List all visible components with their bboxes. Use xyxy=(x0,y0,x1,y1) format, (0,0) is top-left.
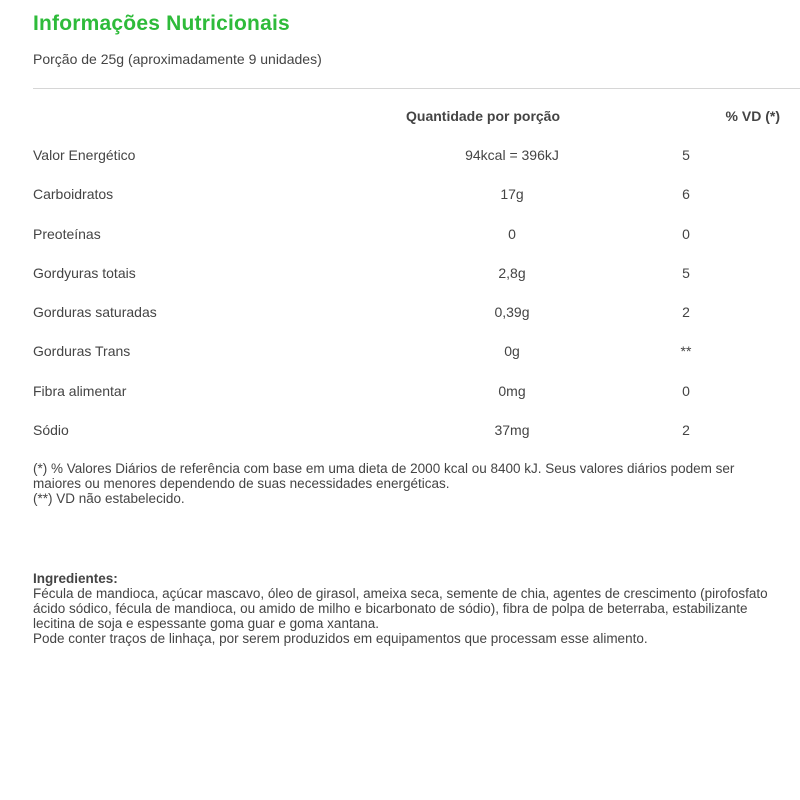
nutrient-quantity: 0,39g xyxy=(494,304,530,321)
nutrient-quantity: 0mg xyxy=(498,382,526,399)
ingredients-title: Ingredientes: xyxy=(33,571,118,586)
nutrient-name: Sódio xyxy=(33,422,69,439)
allergen-warning: Pode conter traços de linhaça, por serem produzidos em equipamentos que processam esse alimento. xyxy=(33,631,648,646)
nutrient-quantity: 0g xyxy=(504,343,520,360)
ingredients-section xyxy=(33,571,783,646)
nutrient-name: Gorduras saturadas xyxy=(33,304,157,321)
nutrient-quantity: 17g xyxy=(500,186,524,203)
portion-info: Porção de 25g (aproximadamente 9 unidades) xyxy=(33,51,322,67)
nutrient-name: Valor Energético xyxy=(33,147,136,163)
nutrient-vd: 6 xyxy=(682,186,690,203)
nutrient-quantity: 37mg xyxy=(494,422,530,439)
nutrition-table xyxy=(0,137,800,451)
table-row xyxy=(0,412,800,451)
footnote xyxy=(33,461,783,506)
table-row xyxy=(0,216,800,255)
table-row xyxy=(0,176,800,215)
nutrient-vd: 0 xyxy=(682,225,690,242)
nutrient-name: Gordyuras totais xyxy=(33,264,136,281)
nutrient-name: Preoteínas xyxy=(33,225,101,242)
nutrient-vd: 5 xyxy=(682,147,690,163)
nutrient-name: Fibra alimentar xyxy=(33,382,127,399)
nutrient-quantity: 2,8g xyxy=(498,264,526,281)
table-row xyxy=(0,373,800,412)
nutrient-vd: 2 xyxy=(682,422,690,439)
header-quantity: Quantidade por porção xyxy=(406,108,561,124)
header-vd: % VD (*) xyxy=(725,108,780,124)
divider xyxy=(33,88,800,89)
nutrient-vd: 0 xyxy=(682,382,690,399)
footnote-vd-not-established: (**) VD não estabelecido. xyxy=(33,491,185,506)
nutrient-name: Carboidratos xyxy=(33,186,114,203)
nutrient-vd: ** xyxy=(680,343,692,360)
table-row xyxy=(0,255,800,294)
table-row xyxy=(0,137,800,176)
nutrient-quantity: 94kcal = 396kJ xyxy=(465,147,559,163)
table-row xyxy=(0,333,800,372)
footnote-daily-values: (*) % Valores Diários de referência com base em uma dieta de 2000 kcal ou 8400 kJ. Seus valores diários podem ser maiores ou menores dependendo de suas necessidades energéticas. xyxy=(33,461,735,491)
nutrient-quantity: 0 xyxy=(508,225,516,242)
nutrient-vd: 5 xyxy=(682,264,690,281)
ingredients-list: Fécula de mandioca, açúcar mascavo, óleo de girasol, ameixa seca, semente de chia, agentes de crescimento (pirofosfato ácido sódico, fécula de mandioca, ou amido de milho e bicarbonato de sódio), fibra de polpa de beterraba, estabilizante lecitina de soja e espessante goma guar e goma xantana. xyxy=(33,586,768,631)
page-title: Informações Nutricionais xyxy=(33,12,290,35)
nutrient-name: Gorduras Trans xyxy=(33,343,131,360)
nutrient-vd: 2 xyxy=(682,304,690,321)
table-row xyxy=(0,294,800,333)
